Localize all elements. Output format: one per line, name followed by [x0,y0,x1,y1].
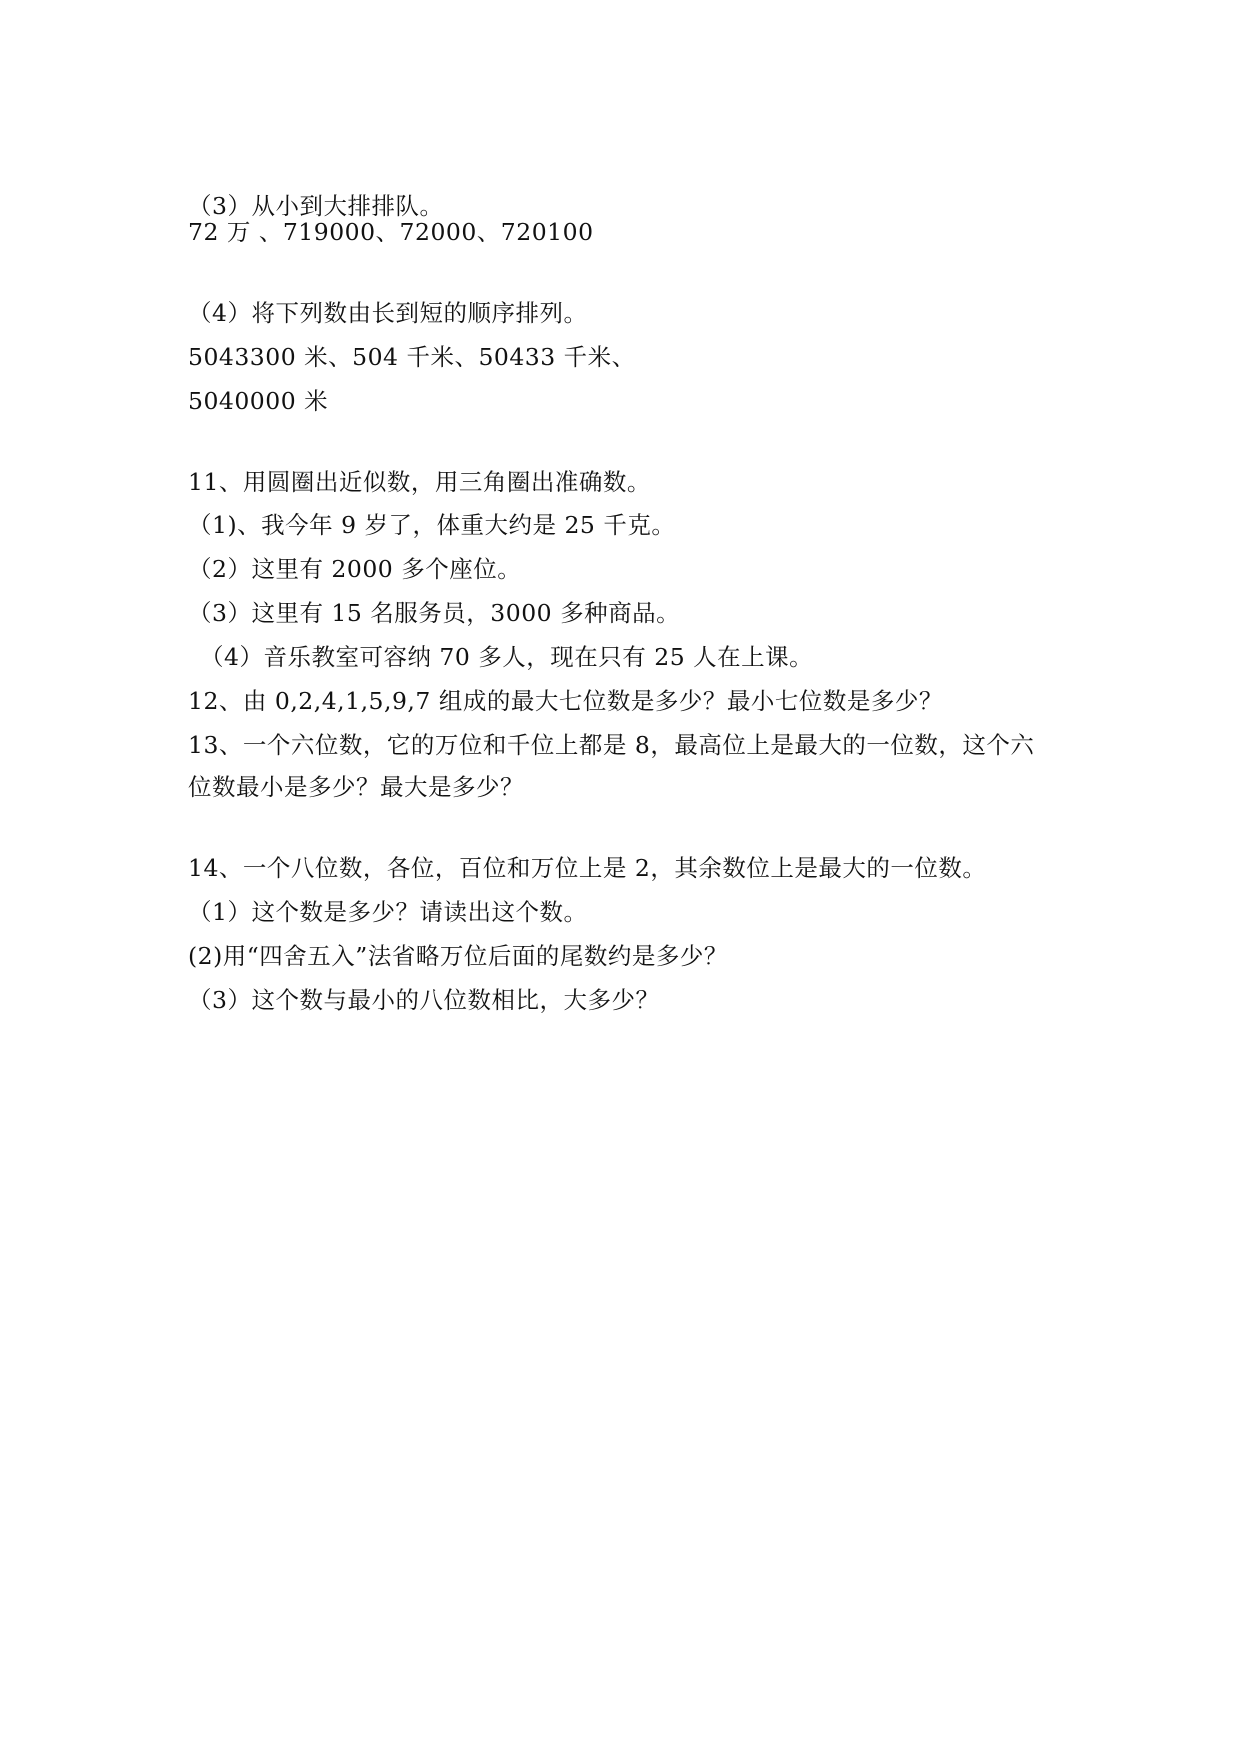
question-3-heading: （3）从小到大排排队。 [188,192,444,220]
question-4-values-line-1: 5043300 米、504 千米、50433 千米、 [188,343,636,371]
question-11-item-1: （1)、我今年 9 岁了，体重大约是 25 千克。 [188,511,676,539]
question-4-values-line-2: 5040000 米 [188,387,329,415]
question-11-item-4: （4）音乐教室可容纳 70 多人，现在只有 25 人在上课。 [200,643,814,671]
question-14-item-3: （3）这个数与最小的八位数相比，大多少？ [188,986,660,1014]
question-11-heading: 11、用圆圈出近似数，用三角圈出准确数。 [188,468,651,496]
question-3-numbers: 72 万 、719000、72000、720100 [188,218,594,246]
question-14-item-1: （1）这个数是多少？请读出这个数。 [188,898,588,926]
question-11-item-2: （2）这里有 2000 多个座位。 [188,555,522,583]
question-13-line-2: 位数最小是多少？最大是多少？ [188,773,524,801]
question-12: 12、由 0,2,4,1,5,9,7 组成的最大七位数是多少？最小七位数是多少？ [188,687,943,715]
question-14-heading: 14、一个八位数，各位，百位和万位上是 2，其余数位上是最大的一位数。 [188,854,987,882]
question-4-heading: （4）将下列数由长到短的顺序排列。 [188,299,588,327]
question-11-item-3: （3）这里有 15 名服务员，3000 多种商品。 [188,599,681,627]
question-13-line-1: 13、一个六位数，它的万位和千位上都是 8，最高位上是最大的一位数，这个六 [188,731,1035,759]
question-14-item-2: (2)用“四舍五入”法省略万位后面的尾数约是多少？ [188,942,728,970]
